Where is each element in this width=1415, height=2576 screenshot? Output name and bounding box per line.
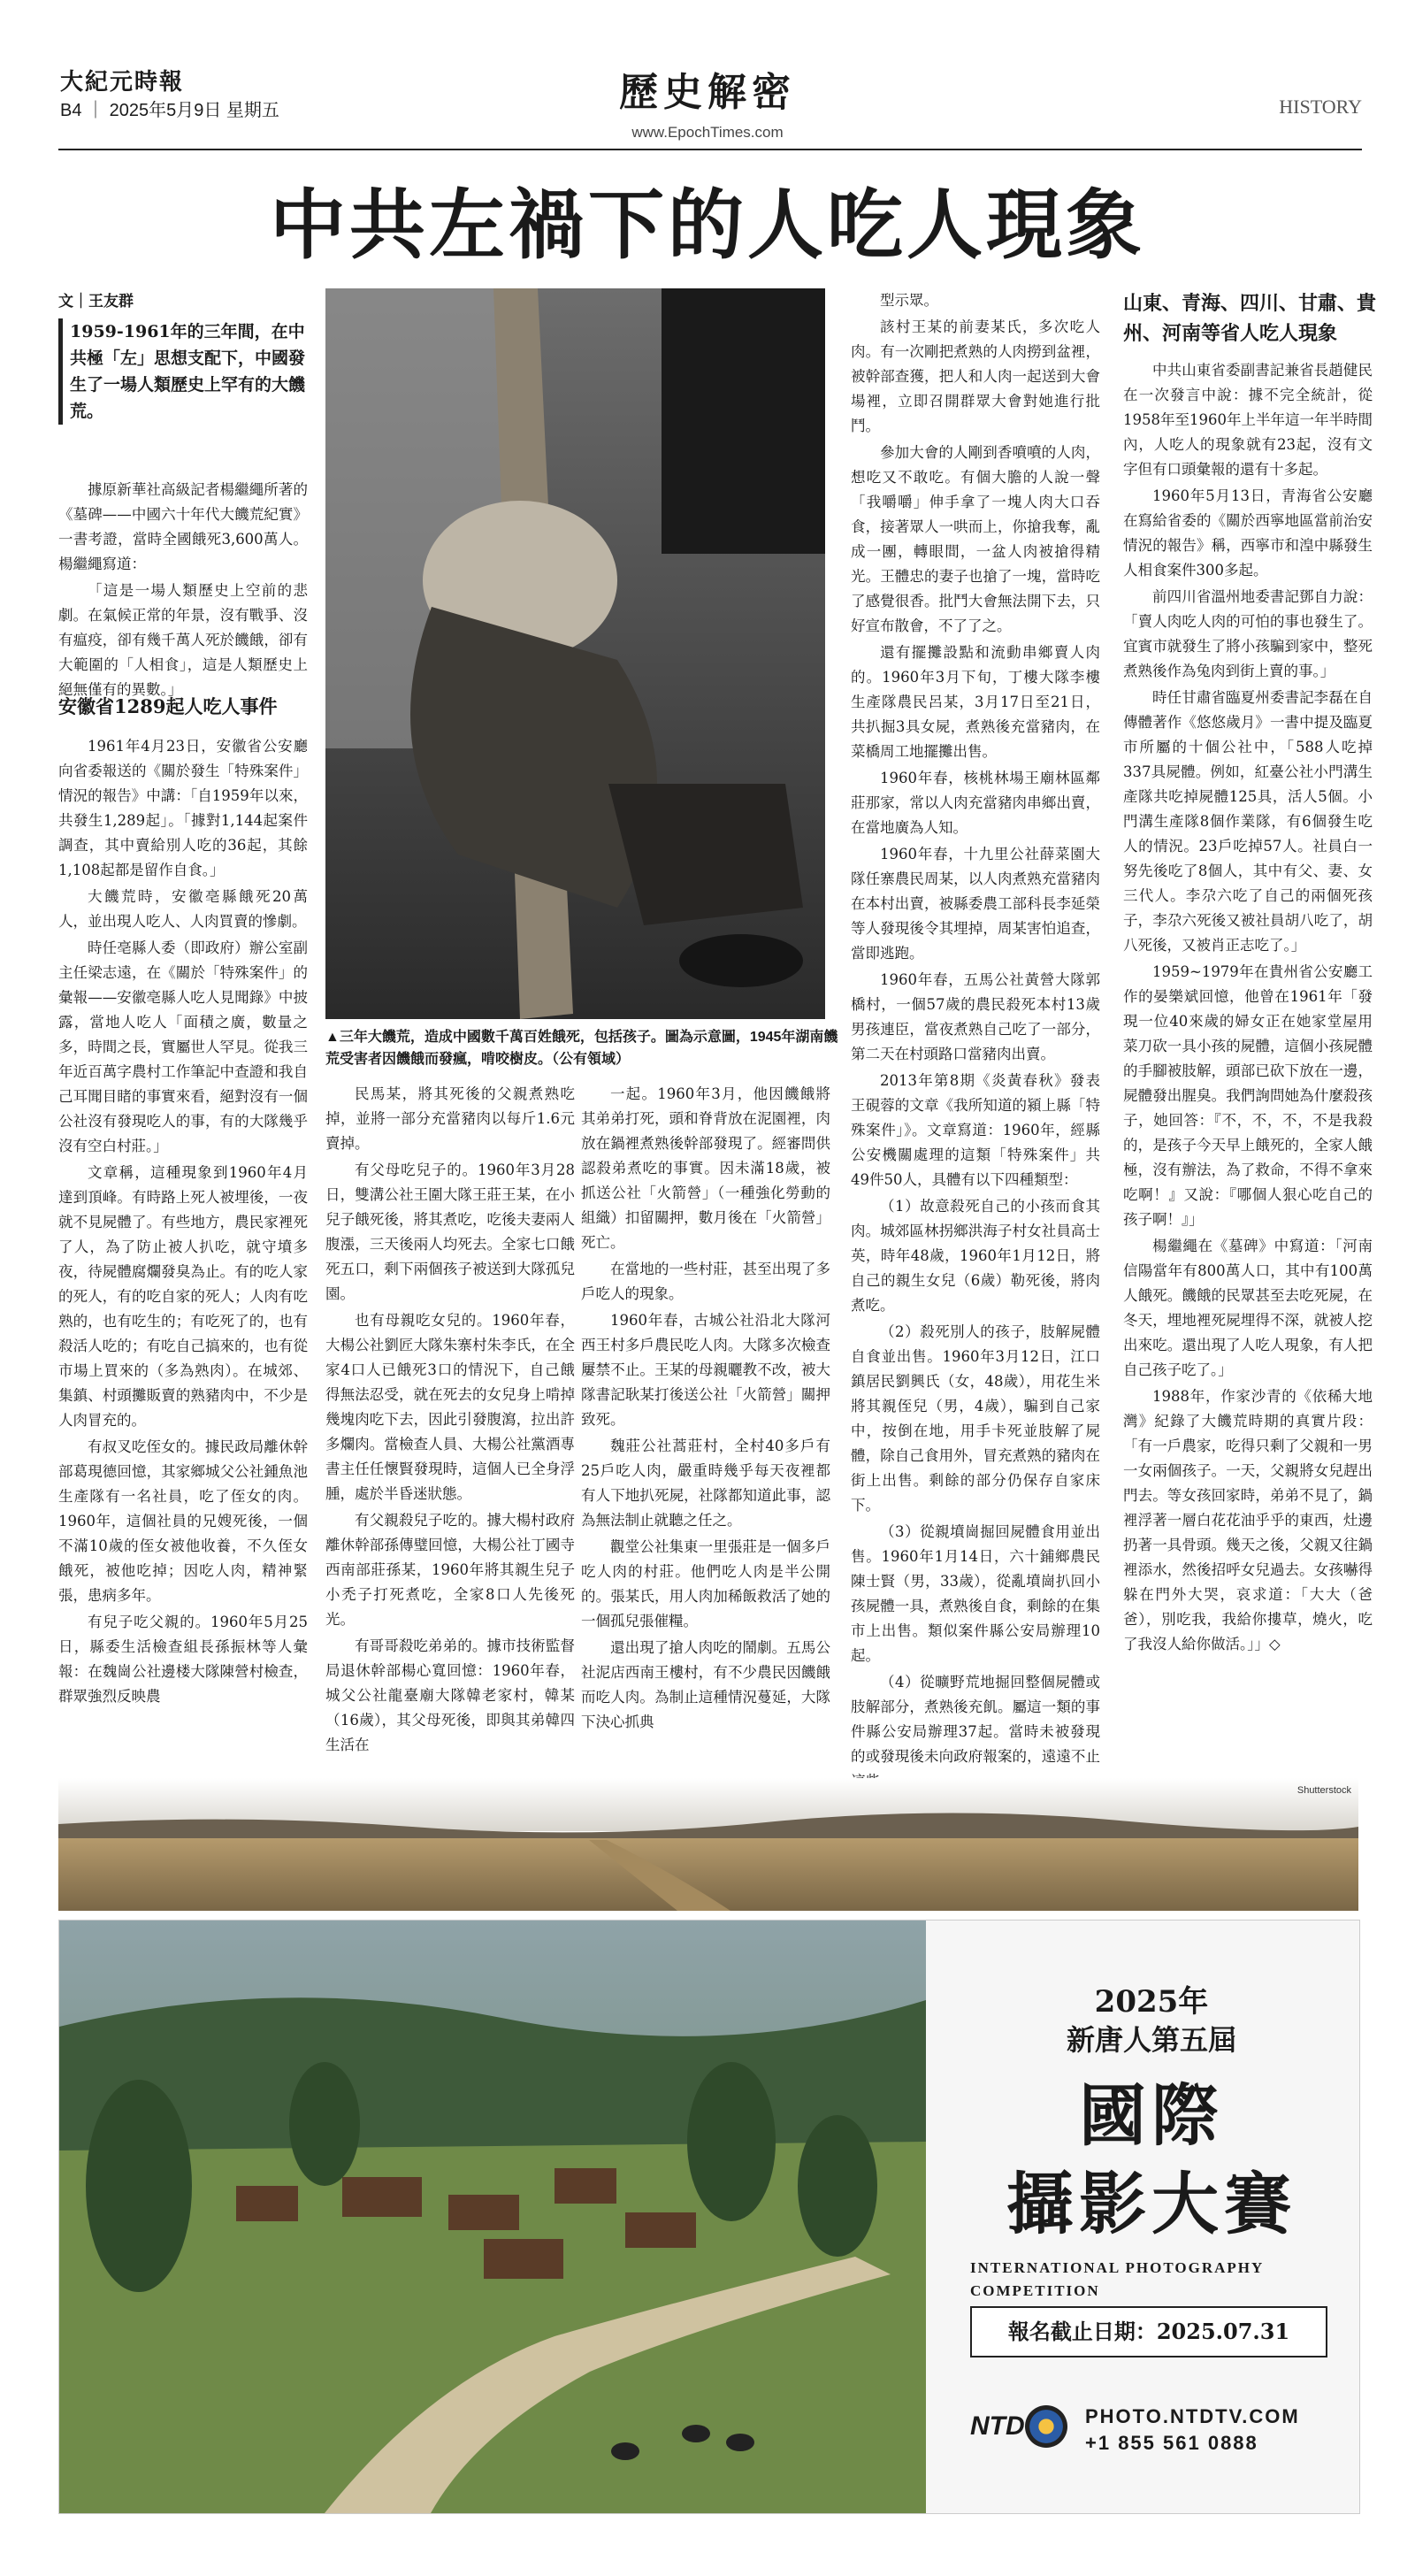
- photo-contest-ad[interactable]: [58, 1920, 1360, 2514]
- field-illustration: [58, 1778, 1358, 1911]
- paragraph: 有哥哥殺吃弟弟的。據市技術監督局退休幹部楊心寬回憶：1960年春，城父公社龍臺廟大隊韓老家村，韓某（16歲），其父母死後，即與其弟韓四生活在: [325, 1637, 575, 1753]
- section-en: HISTORY: [1279, 96, 1362, 118]
- paragraph: （3）從親墳崗掘回屍體食用並出售。1960年1月14日，六十鋪鄉農民陳士賢（男，33歲），從亂墳崗扒回小孩屍體一具，煮熟後自食，剩餘的在集市上出售。類似案件縣公安局辦理10起。: [851, 1523, 1100, 1664]
- subhead-provinces: 山東、青海、四川、甘肅、貴州、河南等省人吃人現象: [1123, 292, 1377, 345]
- paragraph: 時任亳縣人委（即政府）辦公室副主任梁志遠，在《關於「特殊案件」的彙報——安徽亳縣人吃人見聞錄》中披露，當地人吃人「面積之廣，數量之多，時間之長，實屬世人罕見。從我三年近百萬字農村工作筆記中查證和我自己耳聞目睹的事實來看，絕對沒有一個公社沒有發現吃人的事，有的大隊幾乎沒有空白村莊。」: [58, 939, 308, 1154]
- paragraph: 在當地的一些村莊，甚至出現了多戶吃人的現象。: [581, 1261, 830, 1302]
- page-date: B4 ｜ 2025年5月9日 星期五: [60, 101, 279, 120]
- ad-title-english-line2: COMPETITION: [970, 2282, 1100, 2299]
- paragraph: （1）故意殺死自己的小孩而食其肉。城郊區林拐鄉洪海子村女社員高士英，時年48歲，1960年1月12日，將自己的親生女兒（6歲）勒死後，將肉煮吃。: [851, 1198, 1100, 1314]
- famine-photo: [325, 288, 825, 1019]
- ad-title-english-line1: INTERNATIONAL PHOTOGRAPHY: [970, 2259, 1265, 2276]
- paragraph: 還有擺攤設點和流動串鄉賣人肉的。1960年3月下旬，丁樓大隊李樓生產隊農民呂某，3月17日至21日，共扒掘3具女屍，煮熟後充當豬肉，在菜橋周工地擺攤出售。: [851, 644, 1100, 760]
- ad-title-line2: 攝影大賽: [1006, 2165, 1296, 2243]
- paragraph: 也有母親吃女兒的。1960年春，大楊公社劉匠大隊朱寨村朱李氏，在全家4口人已餓死3口的情況下，自己餓得無法忍受，就在死去的女兒身上啃掉幾塊肉吃下去，因此引發腹瀉，拉出許多爛肉。當檢查人員、大楊公社黨酒專書主任任懷賢發現時，這個人已全身浮腫，處於半昏迷狀態。: [325, 1312, 575, 1502]
- paragraph: 1960年5月13日，青海省公安廳在寫給省委的《關於西寧地區當前治安情況的報告》稱，西寧市和湟中縣發生人相食案件300多起。: [1123, 487, 1373, 579]
- paragraph: 1960年春，五馬公社黃營大隊郭橋村，一個57歲的農民殺死本村13歲男孩連臣，當夜煮熟自己吃了一部分，第二天在村頭路口當豬肉出賣。: [851, 971, 1100, 1062]
- photo-caption: ▲三年大饑荒，造成中國數千萬百姓餓死，包括孩子。圖為示意圖，1945年湖南饑荒受害者因饑餓而發瘋，啃咬樹皮。（公有領域）: [325, 1030, 838, 1067]
- village-photo: [59, 1920, 926, 2513]
- paragraph: 有父母吃兒子的。1960年3月28日，雙溝公社王圍大隊王莊王某，在小兒子餓死後，將其煮吃，吃後夫妻兩人腹漲，三天後兩人均死去。全家七口餓死五口，剩下兩個孩子被送到大隊孤兒園。: [325, 1162, 575, 1302]
- paragraph: 1959~1979年在貴州省公安廳工作的晏樂斌回憶，他曾在1961年「發現一位40來歲的婦女正在她家堂屋用菜刀砍一具小孩的屍體，這個小孩屍體的手腳被肢解，頭部已砍下放在一邊，屍體發出腥臭。我們詢問她為什麼殺孩子，她回答：『不，不，不，不是我殺的，是孩子今天早上餓死的，全家人餓極，沒有辦法，為了救命，不得不拿來吃啊！』又說：『哪個人狠心吃自己的孩子啊！』」: [1123, 963, 1373, 1228]
- paragraph: （2）殺死別人的孩子，肢解屍體自食並出售。1960年3月12日，江口鎮居民劉興氏（女，48歲），用花生米將其親侄兒（男，4歲），騙到自己家中，按倒在地，用手卡死並肢解了屍體，除自己食用外，冒充煮熟的豬肉在街上出售。剩餘的部分仍保存自家床下。: [851, 1323, 1100, 1514]
- masthead: 大紀元時報: [60, 69, 185, 96]
- column-2: [325, 1082, 575, 1769]
- byline: 文｜王友群: [58, 293, 134, 310]
- column-2b: [581, 1082, 830, 1769]
- paragraph: 有兒子吃父親的。1960年5月25日，縣委生活檢查組長孫振林等人彙報：在魏崗公社邊楼大隊陳營村檢查，群眾強烈反映農: [58, 1614, 308, 1705]
- ntd-brand: NTD: [970, 2411, 1025, 2441]
- ntd-logo-icon: [1025, 2405, 1067, 2448]
- lede: 1959-1961年的三年間，在中共極「左」思想支配下，中國發生了一場人類歷史上罕有的大饑荒。: [58, 318, 310, 425]
- paragraph: 1960年春，古城公社沿北大隊河西王村多戶農民吃人肉。大隊多次檢查屢禁不止。王某的母親曬教不改，被大隊書記耿某打後送公社「火箭營」關押致死。: [581, 1312, 830, 1428]
- paragraph: 參加大會的人剛到香噴噴的人肉，想吃又不敢吃。有個大膽的人說一聲「我嚼嚼」伸手拿了一塊人肉大口吞食，接著眾人一哄而上，你搶我奪，亂成一團，轉眼間，一盆人肉被搶得精光。王體忠的妻子也搶了一塊，當時吃了感覺很香。批鬥大會無法開下去，只好宣布散會，不了了之。: [851, 444, 1100, 634]
- column-1b: [58, 734, 308, 1769]
- paragraph: 中共山東省委副書記兼省長趙健民在一次發言中說：據不完全統計，從1958年至1960年上半年這一年半時間內，人吃人的現象就有23起，沒有文字但有口頭彙報的還有十多起。: [1123, 362, 1373, 478]
- section-title: 歷史解密: [619, 70, 796, 115]
- ad-phone[interactable]: +1 855 561 0888: [1085, 2432, 1258, 2454]
- paragraph: 前四川省溫州地委書記鄧自力說：「賣人肉吃人肉的可怕的事也發生了。宜賓市就發生了將小孩騙到家中，整死煮熟後作為兔肉到街上賣的事。」: [1123, 588, 1373, 679]
- subhead-anhui: 安徽省1289起人吃人事件: [58, 695, 278, 717]
- header-rule: [58, 149, 1362, 150]
- ad-website[interactable]: PHOTO.NTDTV.COM: [1085, 2405, 1300, 2427]
- column-4: [1123, 358, 1373, 1769]
- paragraph: 該村王某的前妻某氏，多次吃人肉。有一次剛把煮熟的人肉撈到盆裡，被幹部查獲，把人和人肉一起送到大會場裡，立即召開群眾大會對她進行批鬥。: [851, 318, 1100, 434]
- ad-subtitle: 新唐人第五屆: [1066, 2023, 1236, 2057]
- paragraph: 型示眾。: [880, 292, 938, 309]
- paragraph: 民馬某，將其死後的父親煮熟吃掉，並將一部分充當豬肉以每斤1.6元賣掉。: [325, 1085, 575, 1152]
- ad-deadline: 報名截止日期：2025.07.31: [970, 2306, 1327, 2358]
- paragraph: （4）從曠野荒地掘回整個屍體或肢解部分，煮熟後充飢。屬這一類的事件縣公安局辦理37起。當時未被發現的或發現後未向政府報案的，遠遠不止: [851, 1674, 1100, 1765]
- column-1a: [58, 478, 308, 697]
- paragraph: 大饑荒時，安徽亳縣餓死20萬人，並出現人吃人、人肉買賣的慘劇。: [58, 888, 308, 930]
- paragraph: 「這是一場人類歷史上空前的悲劇。在氣候正常的年景，沒有戰爭、沒有瘟疫，卻有幾千萬人死於饑餓，卻有大範圍的「人相食」，這是人類歷史上絕無僅有的異數。」: [58, 582, 308, 698]
- field-landscape-photo: [58, 1778, 1358, 1911]
- paragraph: 據原新華社高級記者楊繼繩所著的《墓碑——中國六十年代大饑荒紀實》一書考證，當時全國餓死3,600萬人。楊繼繩寫道：: [58, 481, 308, 572]
- paragraph: 還出現了搶人肉吃的鬧劇。五馬公社泥店西南王樓村，有不少農民因饑餓而吃人肉。為制止這種情況蔓延，大隊下決心抓典: [581, 1639, 830, 1730]
- paragraph: 文章稱，這種現象到1960年4月達到頂峰。有時路上死人被埋後，一夜就不見屍體了。有些地方，農民家裡死了人，為了防止被人扒吃，就守墳多夜，待屍體腐爛發臭為止。有的吃人家的死人，有的吃自家的死人；人肉有吃熟的，也有吃生的；有吃死了的，也有殺活人吃的；有吃自己搞來的，也有從市場上買來的（多為熟肉）。在城郊、集鎮、村頭攤販賣的熟豬肉中，不少是人肉冒充的。: [58, 1164, 308, 1429]
- paragraph: 時任甘肅省臨夏州委書記李磊在自傳體著作《悠悠歲月》一書中提及臨夏市所屬的十個公社中，「588人吃掉337具屍體。例如，紅臺公社小門溝生產隊共吃掉屍體125具，活人5個。小門溝生產隊8個作業隊，有6個發生吃人的情況。23戶吃掉57人。社員白一努先後吃了8個人，其中有父、妻、女三代人。李尕六吃了自己的兩個死孩子，李尕六死後又被社員胡八吃了，胡八死後，又被肖正志吃了。」: [1123, 689, 1373, 954]
- paragraph: 1960年春，核桃林場王廟林區鄰莊那家，常以人肉充當豬肉串鄉出賣，在當地廣為人知。: [851, 770, 1100, 836]
- paragraph: 1961年4月23日，安徽省公安廳向省委報送的《關於發生「特殊案件」情況的報告》中講：「自1959年以來，共發生1,289起」。「據對1,144起案件調查，其中賣給別人吃的36起，其餘1,108起都是留作自食。」: [58, 738, 308, 878]
- ad-title-english: [970, 2257, 1342, 2303]
- paragraph: 1960年春，十九里公社薛菜園大隊任寨農民周某，以人肉煮熟充當豬肉在本村出賣，被縣委農工部科長李延榮等人發現後令其埋掉，周某害怕追查，當即逃跑。: [851, 846, 1100, 962]
- paragraph: 魏莊公社蒿莊村，全村40多戶有25戶吃人肉，嚴重時幾乎每天夜裡都有人下地扒死屍，社隊都知道此事，認為無法制止就聽之任之。: [581, 1438, 830, 1529]
- paragraph: 一起。1960年3月，他因饑餓將其弟弟打死，頭和脊背放在泥園裡，肉放在鍋裡煮熟後幹部發現了。經審問供認殺弟煮吃的事實。因未滿18歲，被抓送公社「火箭營」（一種強化勞動的組織）扣留關押，數月後在「火箭營」死亡。: [581, 1085, 830, 1251]
- paragraph: 楊繼繩在《墓碑》中寫道：「河南信陽當年有800萬人口，其中有100萬人餓死。饑餓的民眾甚至去吃死屍，在冬天，埋地裡死屍埋得不深，就被人挖出來吃。還出現了人吃人現象，有人把自己孩子吃了。」: [1123, 1238, 1373, 1378]
- paragraph: 有叔叉吃侄女的。據民政局離休幹部葛現德回憶，其家鄉城父公社鍾魚池生產隊有一名社員，吃了侄女的肉。1960年，這個社員的兄嫂死後，一個不滿10歲的侄女被他收養，不久侄女餓死，被他吃掉；因吃人肉，精神緊張，患病多年。: [58, 1438, 308, 1604]
- paragraph: 2013年第8期《炎黃春秋》發表王硯蓉的文章《我所知道的潁上縣「特殊案件」》。文章寫道：1960年，經縣公安機關處理的這類「特殊案件」共49件50人，具體有以下四種類型：: [851, 1072, 1100, 1188]
- paragraph: 觀堂公社集東一里張莊是一個多戶吃人肉的村莊。他們吃人肉是半公開的。張某氏，用人肉加稀飯救活了她的一個孤兒張催糧。: [581, 1538, 830, 1629]
- paragraph: 有父親殺兒子吃的。據大楊村政府離休幹部孫傳璧回憶，大楊公社丁國寺西南部莊孫某，1960年將其親生兒子小禿子打死煮吃，全家8口人先後死光。: [325, 1512, 575, 1628]
- headline: 中共左禍下的人吃人現象: [270, 180, 1145, 270]
- famine-photo-illustration: [325, 288, 825, 1019]
- site-url[interactable]: www.EpochTimes.com: [631, 124, 784, 141]
- column-3: [851, 288, 1100, 1769]
- ad-title-line1: 國際: [1079, 2076, 1224, 2155]
- village-illustration: [59, 1920, 926, 2513]
- photo-credit: Shutterstock: [1296, 1785, 1351, 1796]
- paragraph: 1988年，作家沙青的《依稀大地灣》紀錄了大饑荒時期的真實片段：「有一戶農家，吃得只剩了父親和一男一女兩個孩子。一天，父親將女兒趕出門去。等女孩回家時，弟弟不見了，鍋裡浮著一層白花花油乎乎的東西，灶邊扔著一具骨頭。幾天之後，父親又往鍋裡添水，然後招呼女兒過去。女孩嚇得躲在門外大哭，哀求道：「大大（爸爸），別吃我，我給你摟草，燒火，吃了我沒人給你做活。」」◇: [1123, 1388, 1373, 1652]
- ad-year: 2025年: [1094, 1984, 1209, 2020]
